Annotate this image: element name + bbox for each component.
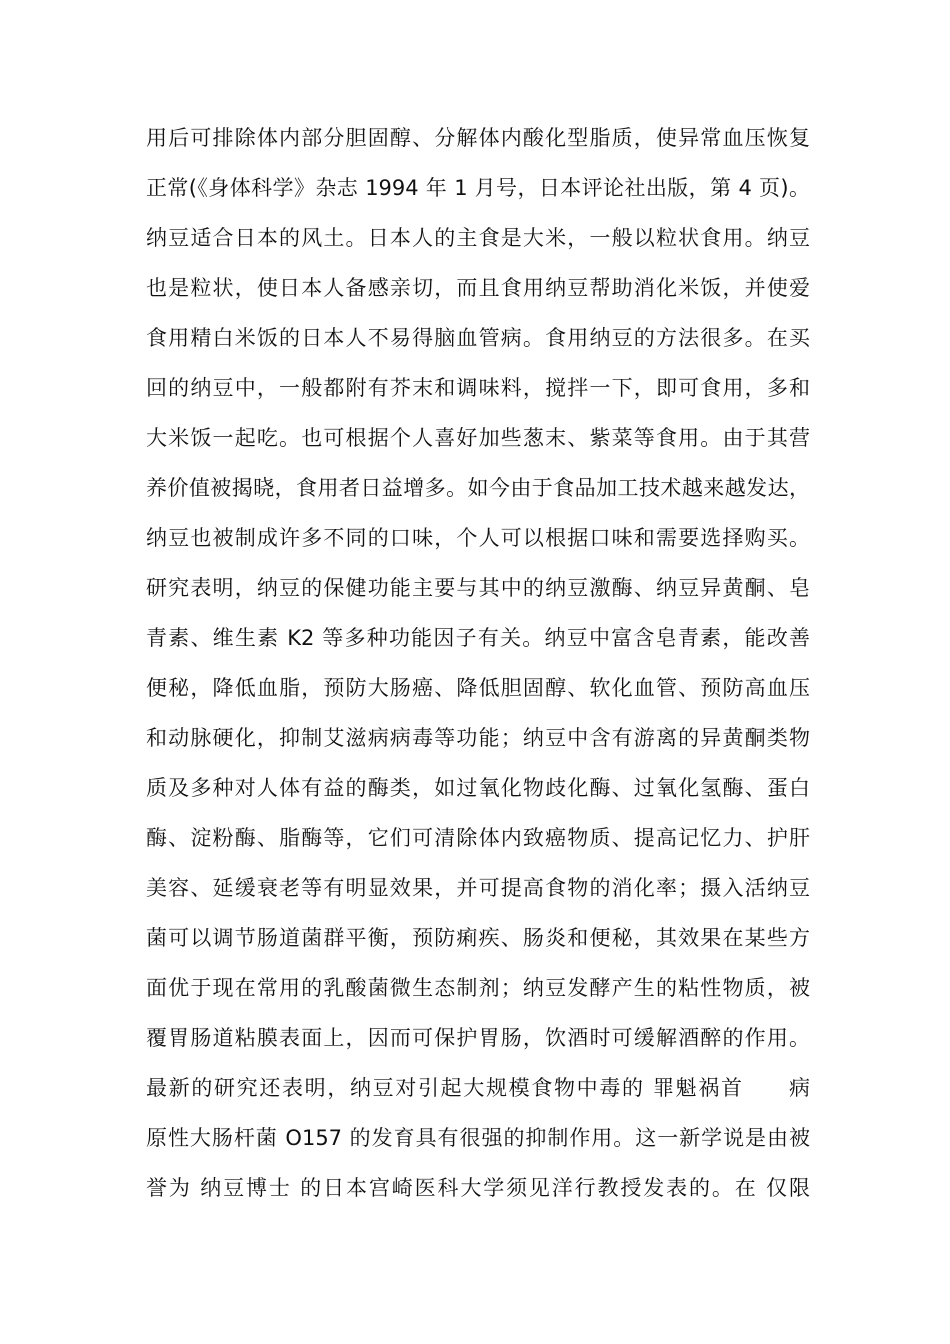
text-line: 覆胃肠道粘膜表面上，因而可保护胃肠，饮酒时可缓解酒醉的作用。 xyxy=(146,1026,810,1050)
text-line: 也是粒状，使日本人备感亲切，而且食用纳豆帮助消化米饭，并使爱 xyxy=(146,276,810,300)
text-line: 菌可以调节肠道菌群平衡，预防痢疾、肠炎和便秘，其效果在某些方 xyxy=(146,926,810,950)
text-line: 最新的研究还表明，纳豆对引起大规模食物中毒的 罪魁祸首 病 xyxy=(146,1076,810,1100)
text-line: 面优于现在常用的乳酸菌微生态制剂；纳豆发酵产生的粘性物质，被 xyxy=(146,976,810,1000)
text-line: 和动脉硬化，抑制艾滋病病毒等功能；纳豆中含有游离的异黄酮类物 xyxy=(146,726,810,750)
text-line: 食用精白米饭的日本人不易得脑血管病。食用纳豆的方法很多。在买 xyxy=(146,326,810,350)
text-line: 质及多种对人体有益的酶类，如过氧化物歧化酶、过氧化氢酶、蛋白 xyxy=(146,776,810,800)
text-line: 用后可排除体内部分胆固醇、分解体内酸化型脂质，使异常血压恢复 xyxy=(146,126,810,150)
text-line: 回的纳豆中，一般都附有芥末和调味料，搅拌一下，即可食用，多和 xyxy=(146,376,810,400)
text-line: 美容、延缓衰老等有明显效果，并可提高食物的消化率；摄入活纳豆 xyxy=(146,876,810,900)
text-line: 原性大肠杆菌 O157 的发育具有很强的抑制作用。这一新学说是由被 xyxy=(146,1126,810,1150)
text-line: 研究表明，纳豆的保健功能主要与其中的纳豆激酶、纳豆异黄酮、皂 xyxy=(146,576,810,600)
text-line: 正常(《身体科学》杂志 1994 年 1 月号，日本评论社出版，第 4 页)。 xyxy=(146,176,810,200)
text-line: 誉为 纳豆博士 的日本宫崎医科大学须见洋行教授发表的。在 仅限 xyxy=(146,1176,810,1200)
text-line: 纳豆也被制成许多不同的口味，个人可以根据口味和需要选择购买。 xyxy=(146,526,810,550)
text-line: 青素、维生素 K2 等多种功能因子有关。纳豆中富含皂青素，能改善 xyxy=(146,626,810,650)
text-line: 酶、淀粉酶、脂酶等，它们可清除体内致癌物质、提高记忆力、护肝 xyxy=(146,826,810,850)
text-line: 养价值被揭晓，食用者日益增多。如今由于食品加工技术越来越发达， xyxy=(146,476,810,500)
body-text xyxy=(146,113,810,1213)
text-line: 纳豆适合日本的风土。日本人的主食是大米，一般以粒状食用。纳豆 xyxy=(146,226,810,250)
text-line: 便秘，降低血脂，预防大肠癌、降低胆固醇、软化血管、预防高血压 xyxy=(146,676,810,700)
text-line: 大米饭一起吃。也可根据个人喜好加些葱末、紫菜等食用。由于其营 xyxy=(146,426,810,450)
